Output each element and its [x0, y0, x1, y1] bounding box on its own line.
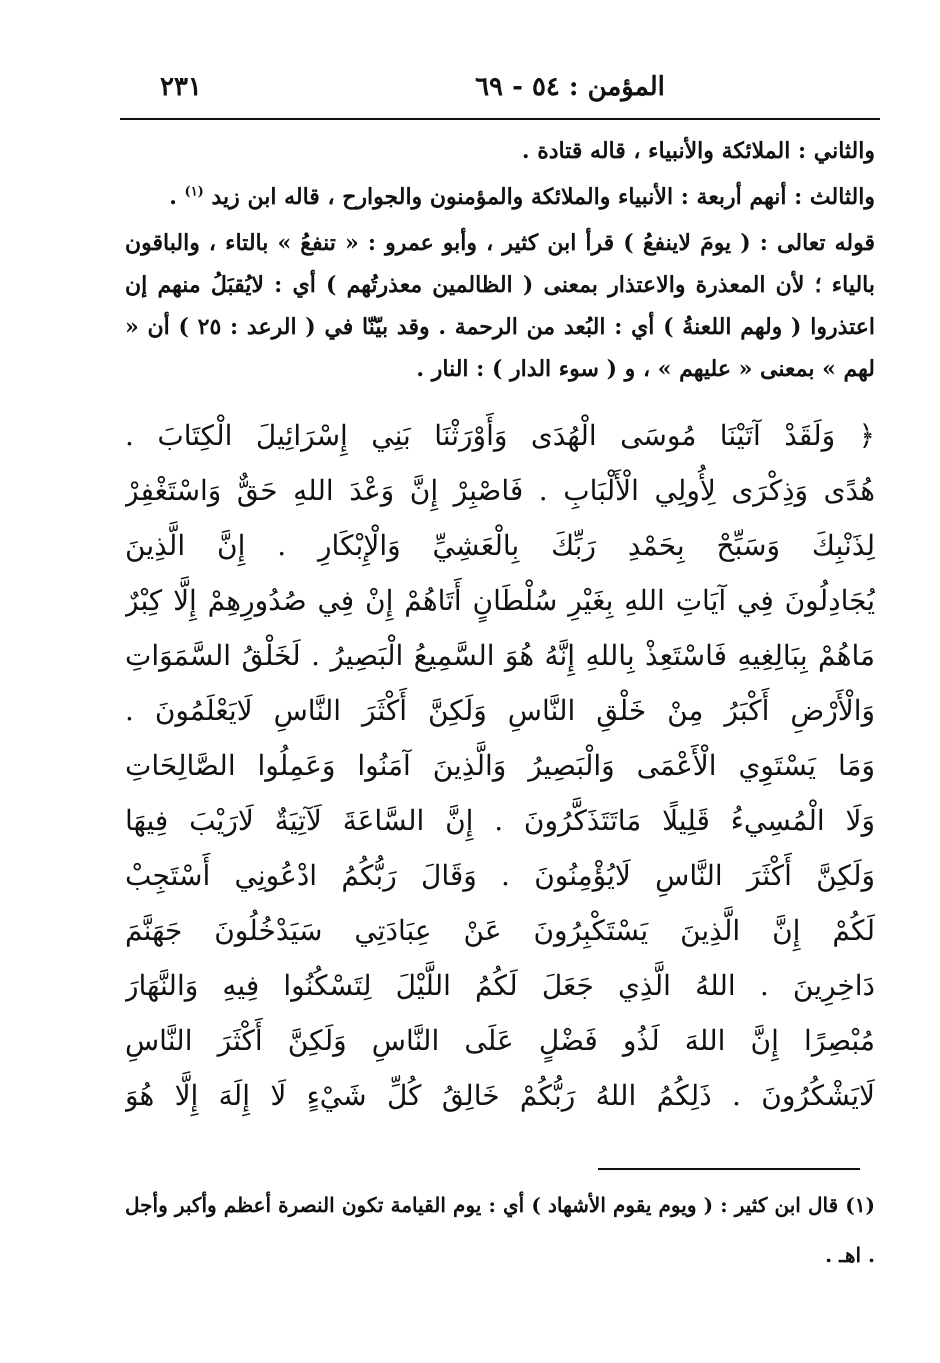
verse-line: مُبْصِرًا إِنَّ اللهَ لَذُو فَضْلٍ عَلَى النَّاسِ وَلَكِنَّ أَكْثَرَ النَّاسِ [125, 1024, 875, 1057]
page-body [125, 130, 875, 1123]
footnotes-section [125, 1180, 875, 1280]
footnote-marker: (١) [184, 184, 204, 200]
verse-line: دَاخِرِينَ . اللهُ الَّذِي جَعَلَ لَكُمُ اللَّيْلَ لِتَسْكُنُوا فِيهِ وَالنَّهَارَ [125, 969, 875, 1002]
verse-line: ﴿ وَلَقَدْ آتَيْنَا مُوسَى الْهُدَى وَأَوْرَثْنَا بَنِي إِسْرَائِيلَ الْكِتَابَ . [125, 419, 875, 452]
running-head: المؤمن : ٥٤ - ٦٩ [475, 72, 665, 102]
verse-line: وَلَا الْمُسِيءُ قَلِيلًا مَاتَتَذَكَّرُونَ . إِنَّ السَّاعَةَ لَآتِيَةٌ لَارَيْبَ فِيهَا [125, 804, 875, 837]
verse-line: هُدًى وَذِكْرَى لِأُولِي الْأَلْبَابِ . فَاصْبِرْ إِنَّ وَعْدَ اللهِ حَقٌّ وَاسْتَغْفِرْ [125, 474, 875, 507]
quran-verses [125, 408, 875, 1123]
footnote: (١) قال ابن كثير : ( ويوم يقوم الأشهاد ) أي : يوم القيامة تكون النصرة أعظم وأكبر وأجل . اهـ . [125, 1193, 875, 1267]
verse-line: لِذَنْبِكَ وَسَبِّحْ بِحَمْدِ رَبِّكَ بِالْعَشِيِّ وَالْإِبْكَارِ . إِنَّ الَّذِينَ [125, 529, 875, 562]
page-header [120, 60, 880, 108]
verse-line: لَايَشْكُرُونَ . ذَلِكُمُ اللهُ رَبُّكُمْ خَالِقُ كُلِّ شَيْءٍ لَا إِلَهَ إِلَّا هُوَ [125, 1079, 875, 1112]
verse-line: وَالْأَرْضِ أَكْبَرُ مِنْ خَلْقِ النَّاسِ وَلَكِنَّ أَكْثَرَ النَّاسِ لَايَعْلَمُونَ . [125, 694, 875, 727]
header-rule [120, 118, 880, 120]
verse-line: يُجَادِلُونَ فِي آيَاتِ اللهِ بِغَيْرِ سُلْطَانٍ أَتَاهُمْ إِنْ فِي صُدُورِهِمْ إِلَّا كِبْرٌ [125, 584, 875, 617]
verse-line: وَمَا يَسْتَوِي الْأَعْمَى وَالْبَصِيرُ وَالَّذِينَ آمَنُوا وَعَمِلُوا الصَّالِحَاتِ [125, 749, 875, 782]
page-number: ٢٣١ [160, 72, 202, 102]
verse-line: لَكُمْ إِنَّ الَّذِينَ يَسْتَكْبِرُونَ عَنْ عِبَادَتِي سَيَدْخُلُونَ جَهَنَّمَ [125, 914, 875, 947]
commentary-section [125, 130, 875, 390]
verse-line: مَاهُمْ بِبَالِغِيهِ فَاسْتَعِذْ بِاللهِ إِنَّهُ هُوَ السَّمِيعُ الْبَصِيرُ . لَخَلْقُ السَّمَوَاتِ [125, 639, 875, 672]
commentary-paragraph: والثالث : أنهم أربعة : الأنبياء والملائكة والمؤمنون والجوارح ، قاله ابن زيد $^{(١)}$ . [169, 184, 875, 210]
commentary-paragraph: قوله تعالى : ( يومَ لاينفعُ ) قرأ ابن كثير ، وأبو عمرو : « تنفعُ » بالتاء ، والباقون بالياء ؛ لأن المعذرة والاعتذار بمعنى ( الظالمين معذرتُهم ) أي : لايُقبَلُ منهم إن اعتذروا ( ولهم اللعنةُ ) أي : البُعد من الرحمة . وقد بيّنّا في ( الرعد : ٢٥ ) أن « لهم » بمعنى « عليهم » ، و ( سوء الدار ) : النار . [125, 230, 875, 382]
footnote-rule [598, 1168, 860, 1170]
commentary-paragraph: والثاني : الملائكة والأنبياء ، قاله قتادة . [521, 138, 875, 164]
verse-line: وَلَكِنَّ أَكْثَرَ النَّاسِ لَايُؤْمِنُونَ . وَقَالَ رَبُّكُمُ ادْعُونِي أَسْتَجِبْ [125, 859, 875, 892]
